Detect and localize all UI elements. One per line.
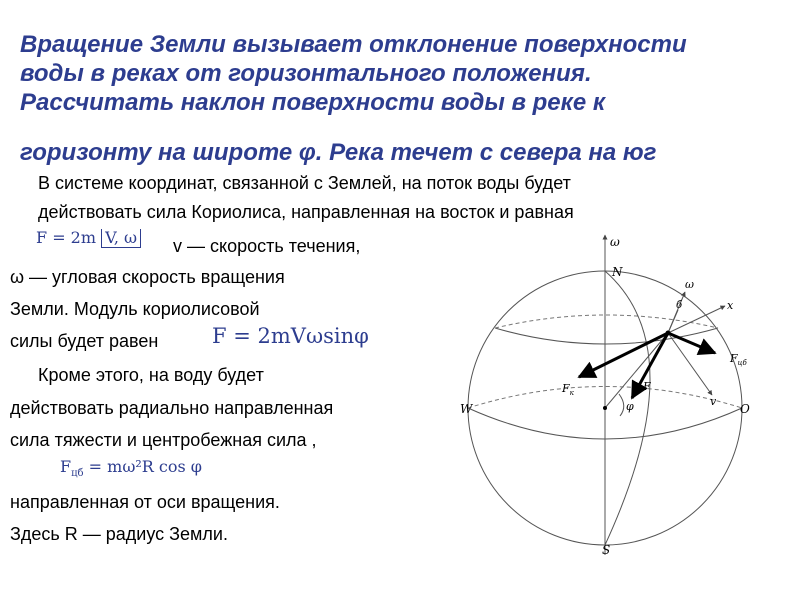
label-delta: б bbox=[676, 300, 683, 311]
label-resultant-force: F bbox=[643, 380, 651, 393]
label-south: S bbox=[602, 543, 611, 557]
para2-line2: действовать радиально направленная bbox=[10, 398, 334, 418]
title-line-3: Рассчитать наклон поверхности воды в реке к bbox=[20, 89, 605, 116]
coriolis-vector-formula bbox=[36, 228, 141, 248]
phi-angle-arc bbox=[619, 394, 624, 416]
title-line-4: горизонту на широте φ. Река течет с севера на юг bbox=[20, 139, 657, 166]
para2-line3: сила тяжести и центробежная сила , bbox=[10, 430, 317, 450]
title-line-1: Вращение Земли вызывает отклонение поверхности bbox=[20, 31, 687, 58]
label-velocity: v bbox=[710, 395, 717, 408]
latitude-circle-back bbox=[495, 315, 718, 328]
centrifugal-formula-lhs: F bbox=[60, 457, 72, 476]
label-west: W bbox=[460, 402, 473, 416]
label-phi: φ bbox=[626, 400, 634, 413]
center-point bbox=[603, 406, 607, 410]
para1-line2: действовать сила Кориолиса, направленная на восток и равная bbox=[38, 202, 574, 222]
label-east: O bbox=[740, 402, 750, 416]
para2-line4: направленная от оси вращения. bbox=[10, 492, 280, 512]
surface-point bbox=[666, 331, 671, 336]
para1-line6: силы будет равен bbox=[10, 331, 159, 351]
label-coriolis-force: $F_к$ bbox=[562, 382, 574, 397]
para2-line1: Кроме этого, на воду будет bbox=[38, 365, 264, 385]
para1-line5: Земли. Модуль кориолисовой bbox=[10, 299, 260, 319]
label-omega-local: ω bbox=[685, 278, 694, 291]
centrifugal-formula-rhs: = mω²R cos φ bbox=[88, 457, 203, 476]
para2-line5: Здесь R — радиус Земли. bbox=[10, 524, 228, 544]
cross-product-bracket: V, ω bbox=[101, 229, 141, 248]
coriolis-modulus-formula: F = 2mVωsinφ bbox=[212, 324, 369, 348]
title-line-2: воды в реках от горизонтального положения. bbox=[20, 60, 592, 87]
label-centrifugal-force: $F_{цб}$ bbox=[730, 352, 747, 367]
para1-line3: v — скорость течения, bbox=[173, 236, 361, 256]
para1-line4: ω — угловая скорость вращения bbox=[10, 267, 285, 287]
label-omega-axis: ω bbox=[610, 235, 620, 249]
slide-title bbox=[20, 30, 790, 167]
delta-helper-line bbox=[668, 310, 678, 333]
earth-rotation-diagram bbox=[440, 220, 800, 580]
para1-line1: В системе координат, связанной с Землей, на поток воды будет bbox=[38, 173, 571, 193]
label-north: N bbox=[612, 265, 623, 279]
label-x: x bbox=[727, 299, 734, 312]
centrifugal-formula bbox=[60, 457, 202, 479]
coriolis-formula-lhs: F = 2m bbox=[36, 228, 97, 247]
centrifugal-formula-subscript: цб bbox=[71, 468, 84, 480]
